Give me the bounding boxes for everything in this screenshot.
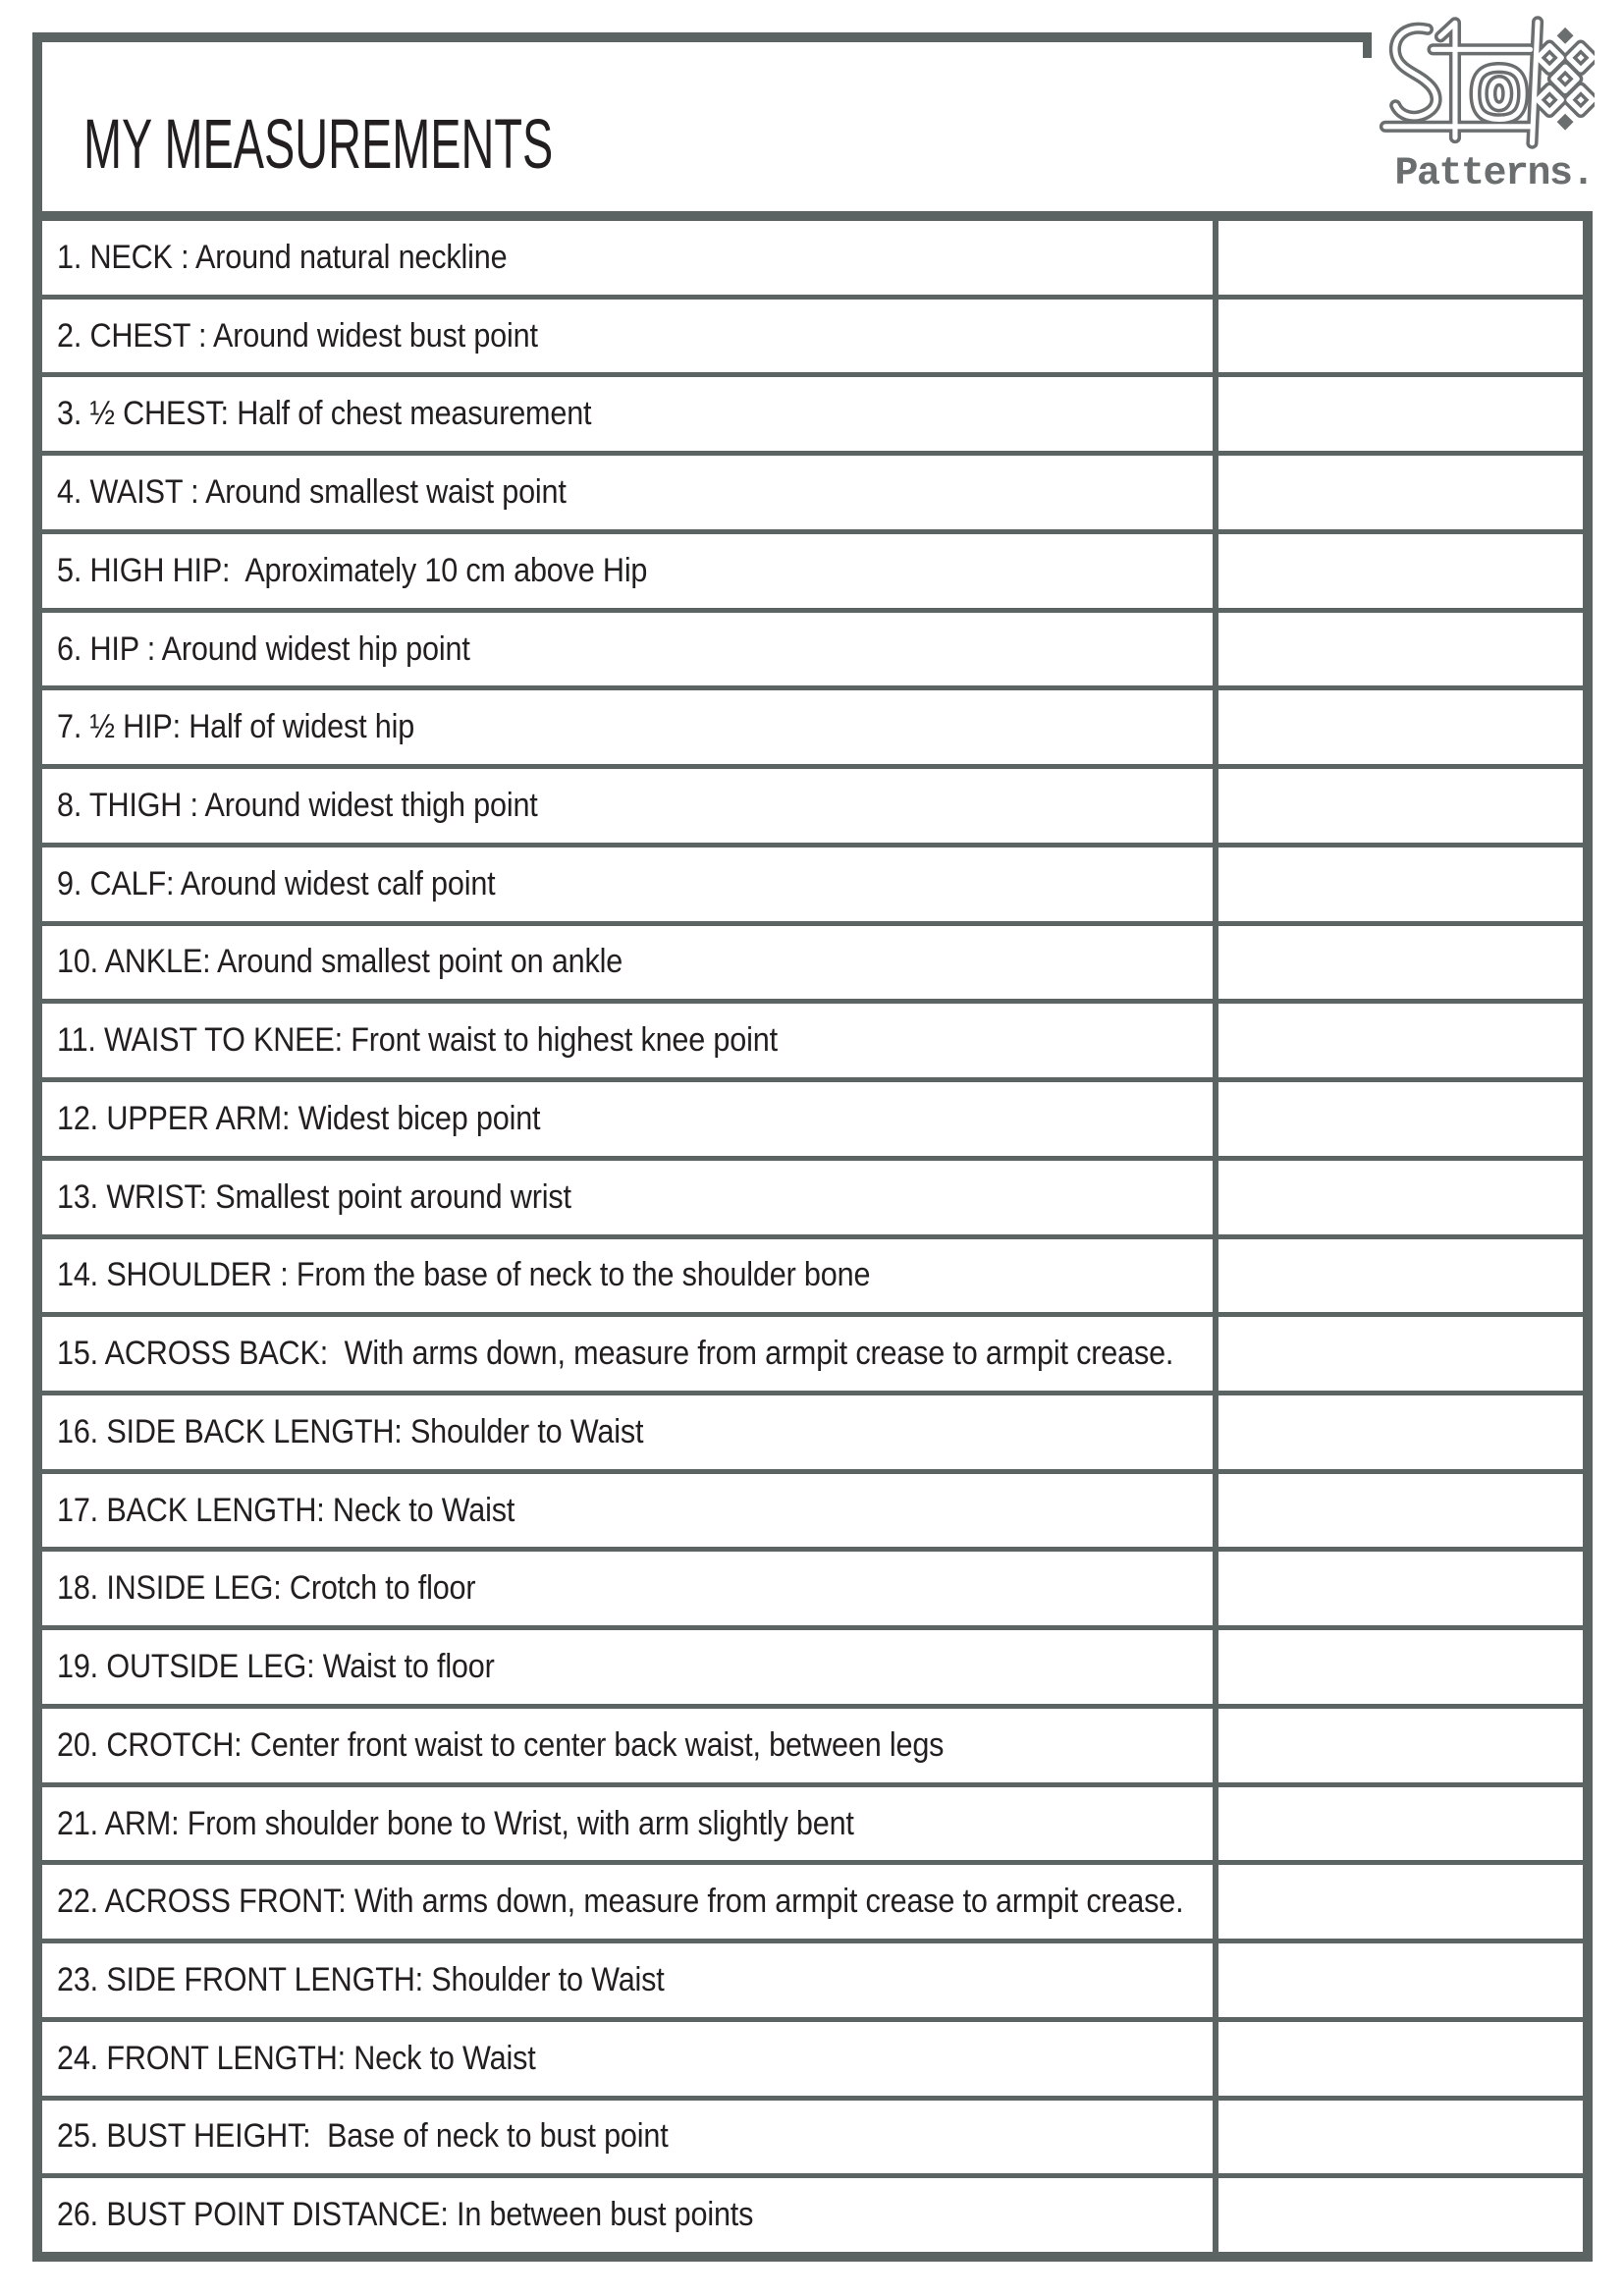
measurement-value-box[interactable] — [1218, 926, 1583, 1000]
measurement-label: 6. HIP : Around widest hip point — [57, 629, 470, 668]
measurement-label-cell — [42, 2101, 1218, 2174]
measurement-label: 18. INSIDE LEG: Crotch to floor — [57, 1569, 476, 1608]
table-row — [42, 1317, 1583, 1395]
table-row — [42, 2178, 1583, 2252]
measurement-label: 26. BUST POINT DISTANCE: In between bust points — [57, 2196, 754, 2234]
table-row — [42, 1239, 1583, 1318]
measurement-label: 16. SIDE BACK LENGTH: Shoulder to Waist — [57, 1412, 644, 1450]
measurement-value-box[interactable] — [1218, 300, 1583, 373]
table-row — [42, 1474, 1583, 1553]
measurement-label-cell — [42, 1787, 1218, 1861]
table-row — [42, 690, 1583, 769]
measurement-value-box[interactable] — [1218, 1552, 1583, 1625]
table-row — [42, 300, 1583, 378]
stox-logo-icon — [1371, 10, 1595, 155]
measurement-value-box[interactable] — [1218, 2101, 1583, 2174]
measurement-label-cell — [42, 2022, 1218, 2096]
measurement-label-cell — [42, 1865, 1218, 1939]
measurement-label-cell — [42, 300, 1218, 373]
table-row — [42, 1709, 1583, 1787]
measurement-label-cell — [42, 1395, 1218, 1469]
measurement-label-cell — [42, 1709, 1218, 1782]
table-row — [42, 1865, 1583, 1943]
measurement-label: 8. THIGH : Around widest thigh point — [57, 787, 538, 824]
table-row — [42, 1552, 1583, 1630]
measurement-value-box[interactable] — [1218, 613, 1583, 686]
measurement-label: 13. WRIST: Smallest point around wrist — [57, 1177, 571, 1216]
measurement-value-box[interactable] — [1218, 1630, 1583, 1704]
measurement-label-cell — [42, 1161, 1218, 1234]
table-row — [42, 613, 1583, 691]
measurement-label-cell — [42, 377, 1218, 451]
measurement-label: 3. ½ CHEST: Half of chest measurement — [57, 395, 592, 433]
measurement-label: 2. CHEST : Around widest bust point — [57, 316, 538, 355]
measurement-value-box[interactable] — [1218, 1709, 1583, 1782]
table-row — [42, 456, 1583, 534]
table-row — [42, 2101, 1583, 2179]
measurement-label-cell — [42, 690, 1218, 764]
measurement-label-cell — [42, 1317, 1218, 1391]
measurement-value-box[interactable] — [1218, 1161, 1583, 1234]
measurement-label: 4. WAIST : Around smallest waist point — [57, 473, 567, 512]
table-row — [42, 847, 1583, 926]
measurement-label: 22. ACROSS FRONT: With arms down, measure from armpit crease to armpit crease. — [57, 1883, 1184, 1921]
measurement-label: 19. OUTSIDE LEG: Waist to floor — [57, 1648, 495, 1686]
measurement-value-box[interactable] — [1218, 2178, 1583, 2252]
table-row — [42, 1943, 1583, 2022]
table-row — [42, 1630, 1583, 1709]
measurement-label: 23. SIDE FRONT LENGTH: Shoulder to Waist — [57, 1961, 665, 1999]
measurement-value-box[interactable] — [1218, 1395, 1583, 1469]
measurement-label: 20. CROTCH: Center front waist to center back waist, between legs — [57, 1725, 945, 1764]
measurement-value-box[interactable] — [1218, 221, 1583, 295]
measurement-value-box[interactable] — [1218, 1317, 1583, 1391]
measurement-label-cell — [42, 534, 1218, 608]
measurement-label-cell — [42, 926, 1218, 1000]
measurement-label-cell — [42, 1630, 1218, 1704]
measurement-label: 25. BUST HEIGHT: Base of neck to bust point — [57, 2117, 669, 2156]
table-row — [42, 534, 1583, 613]
measurement-label-cell — [42, 1004, 1218, 1077]
measurement-label-cell — [42, 1082, 1218, 1156]
measurement-value-box[interactable] — [1218, 690, 1583, 764]
measurement-value-box[interactable] — [1218, 1474, 1583, 1548]
measurement-label-cell — [42, 613, 1218, 686]
page-title: MY MEASUREMENTS — [83, 106, 554, 184]
measurement-label: 10. ANKLE: Around smallest point on ankle — [57, 943, 623, 981]
table-row — [42, 1161, 1583, 1239]
measurement-label: 5. HIGH HIP: Aproximately 10 cm above Hip — [57, 551, 648, 589]
measurement-label: 15. ACROSS BACK: With arms down, measure from armpit crease to armpit crease. — [57, 1335, 1174, 1373]
measurement-label: 7. ½ HIP: Half of widest hip — [57, 708, 415, 746]
measurement-value-box[interactable] — [1218, 1004, 1583, 1077]
measurement-label: 12. UPPER ARM: Widest bicep point — [57, 1099, 541, 1137]
measurement-label-cell — [42, 221, 1218, 295]
measurement-label-cell — [42, 769, 1218, 843]
table-row — [42, 769, 1583, 847]
measurement-label-cell — [42, 2178, 1218, 2252]
measurement-label-cell — [42, 456, 1218, 529]
table-row — [42, 377, 1583, 456]
measurement-label-cell — [42, 1943, 1218, 2017]
measurement-label: 1. NECK : Around natural neckline — [57, 238, 508, 276]
measurement-value-box[interactable] — [1218, 1943, 1583, 2017]
measurement-label: 9. CALF: Around widest calf point — [57, 864, 496, 902]
measurement-label: 17. BACK LENGTH: Neck to Waist — [57, 1491, 515, 1529]
measurement-value-box[interactable] — [1218, 1787, 1583, 1861]
table-row — [42, 1082, 1583, 1161]
table-row — [42, 1004, 1583, 1082]
measurement-label: 14. SHOULDER : From the base of neck to the shoulder bone — [57, 1256, 871, 1294]
measurement-label-cell — [42, 1239, 1218, 1313]
table-row — [42, 926, 1583, 1005]
measurement-label-cell — [42, 1552, 1218, 1625]
measurement-value-box[interactable] — [1218, 377, 1583, 451]
measurements-table — [32, 211, 1593, 2262]
measurement-label-cell — [42, 1474, 1218, 1548]
measurement-value-box[interactable] — [1218, 456, 1583, 529]
measurement-value-box[interactable] — [1218, 1082, 1583, 1156]
table-row — [42, 2022, 1583, 2101]
measurement-label: 11. WAIST TO KNEE: Front waist to highest knee point — [57, 1021, 778, 1060]
measurement-label: 24. FRONT LENGTH: Neck to Waist — [57, 2039, 536, 2077]
measurement-value-box[interactable] — [1218, 534, 1583, 608]
measurement-value-box[interactable] — [1218, 847, 1583, 921]
measurement-value-box[interactable] — [1218, 769, 1583, 843]
measurement-label: 21. ARM: From shoulder bone to Wrist, with arm slightly bent — [57, 1804, 854, 1842]
table-row — [42, 1787, 1583, 1866]
measurement-value-box[interactable] — [1218, 1239, 1583, 1313]
measurement-label-cell — [42, 847, 1218, 921]
measurement-value-box[interactable] — [1218, 2022, 1583, 2096]
table-row — [42, 1395, 1583, 1474]
table-row — [42, 221, 1583, 300]
measurement-value-box[interactable] — [1218, 1865, 1583, 1939]
brand-tagline: Patterns. — [1394, 152, 1594, 196]
